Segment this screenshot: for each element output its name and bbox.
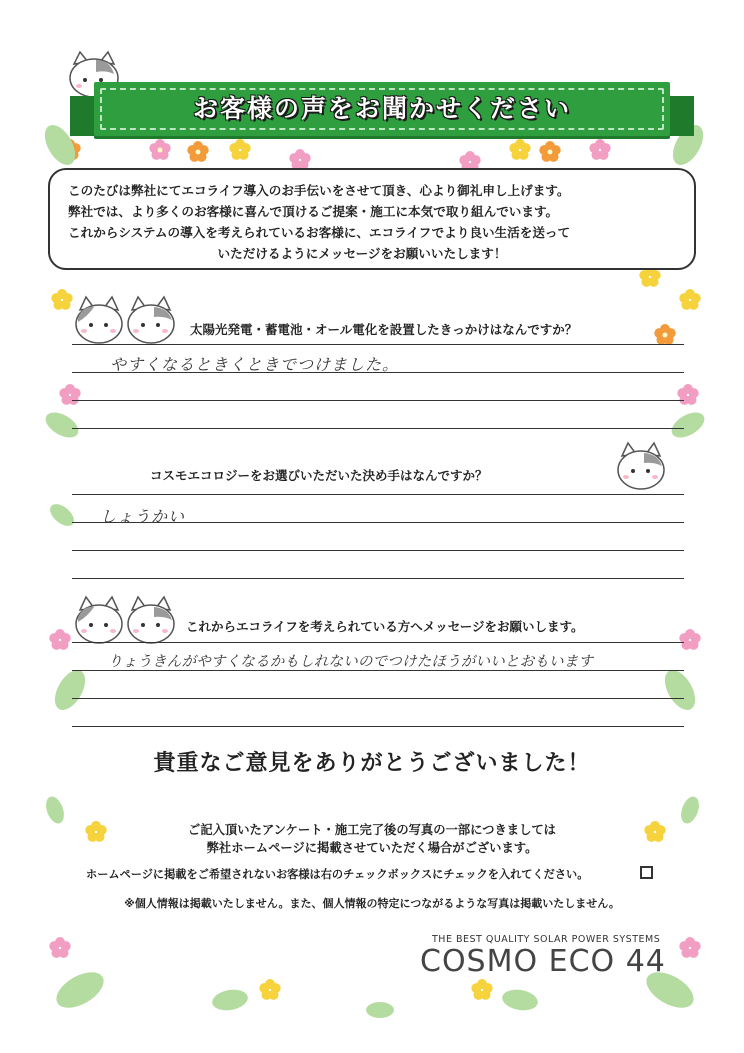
publication-note-line: 弊社ホームページに掲載させていただく場合がございます。 — [206, 841, 538, 855]
answer-line — [72, 344, 684, 345]
answer-line — [72, 642, 684, 643]
title-banner — [84, 82, 680, 144]
intro-line: これからシステムの導入を考えられているお客様に、エコライフでより良い生活を送って — [68, 225, 571, 240]
answer-line — [72, 494, 684, 495]
checkbox-label: ホームページに掲載をご希望されないお客様は右のチェックボックスにチェックを入れてください。 — [86, 868, 589, 881]
question-1-answer[interactable]: やすくなるときくときでつけました。 — [110, 355, 400, 374]
privacy-note: ※個人情報は掲載いたしません。また、個人情報の特定につながるような写真は掲載いたしません。 — [124, 897, 620, 910]
company-logo — [420, 944, 666, 979]
answer-line — [72, 372, 684, 373]
logo-number: 44 — [625, 944, 666, 979]
question-1-label: 太陽光発電・蓄電池・オール電化を設置したきっかけはなんですか？ — [190, 322, 578, 337]
logo-name: COSMO ECO — [420, 944, 616, 979]
cat-mascot-icon — [72, 294, 182, 350]
answer-line — [72, 550, 684, 551]
answer-line — [72, 400, 684, 401]
thanks-heading: 貴重なご意見をありがとうございました！ — [153, 751, 591, 776]
intro-line: いただけるようにメッセージをお願いいたします！ — [217, 246, 507, 261]
answer-line — [72, 726, 684, 727]
question-2-label: コスモエコロジーをお選びいただいた決め手はなんですか？ — [150, 468, 488, 483]
answer-line — [72, 698, 684, 699]
question-3-answer[interactable]: りょうきんがやすくなるかもしれないのでつけたほうがいいとおもいます — [108, 654, 594, 670]
opt-out-checkbox[interactable] — [640, 866, 653, 879]
intro-message-box — [48, 168, 696, 270]
logo-tagline: THE BEST QUALITY SOLAR POWER SYSTEMS — [432, 934, 661, 945]
answer-line — [72, 578, 684, 579]
answer-line — [72, 670, 684, 671]
cat-mascot-icon — [614, 440, 670, 496]
intro-line: 弊社では、より多くのお客様に喜んで頂けるご提案・施工に本気で取り組んでいます。 — [68, 204, 559, 219]
question-3-label: これからエコライフを考えられている方へメッセージをお願いします。 — [186, 619, 584, 634]
question-2-answer[interactable]: しょうかい — [100, 507, 186, 526]
intro-line: このたびは弊社にてエコライフ導入のお手伝いをさせて頂き、心より御礼申し上げます。 — [68, 183, 570, 198]
answer-line — [72, 522, 684, 523]
page-title: お客様の声をお聞かせください — [192, 94, 571, 123]
publication-note-line: ご記入頂いたアンケート・施工完了後の写真の一部につきましては — [188, 823, 556, 837]
answer-line — [72, 428, 684, 429]
